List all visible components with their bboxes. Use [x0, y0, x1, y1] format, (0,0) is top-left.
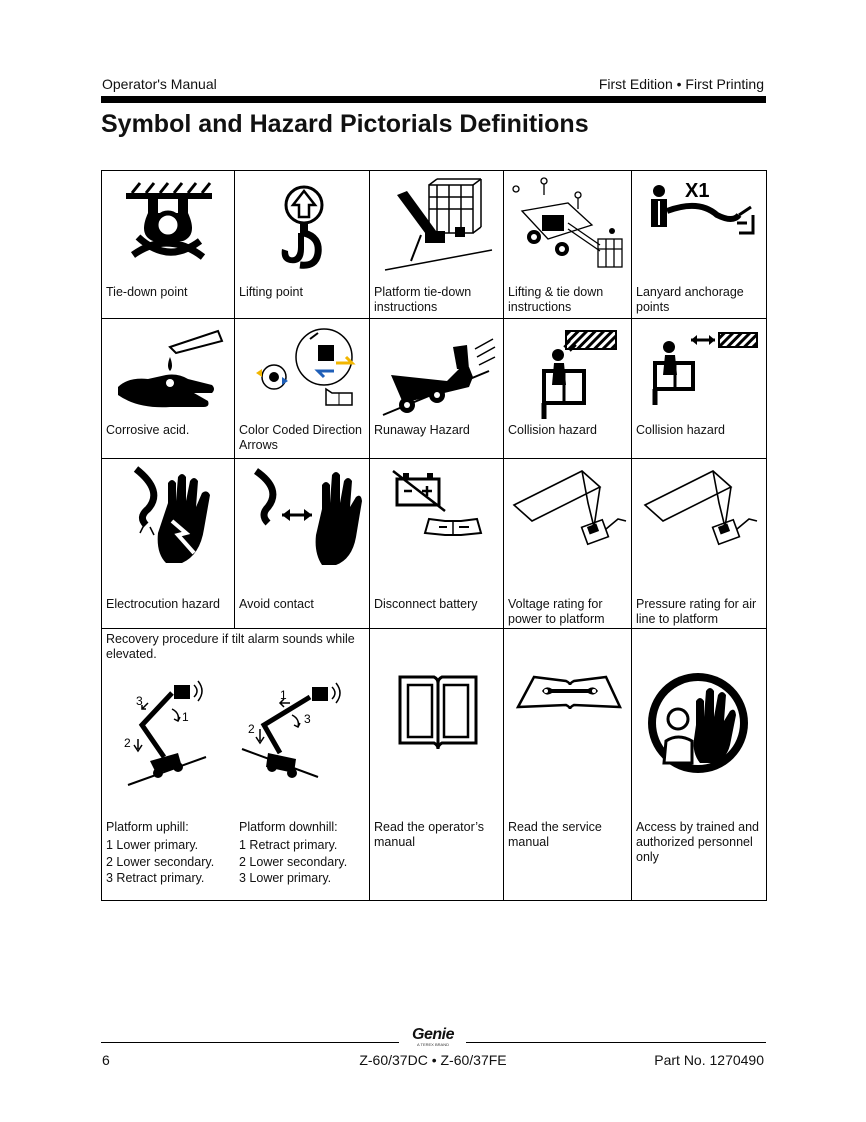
table-row: [102, 171, 767, 319]
caption: Lanyard anchorage points: [636, 285, 744, 314]
platform-tie-down-icon: [377, 175, 497, 275]
step-label-3: 3: [304, 712, 311, 726]
step-label-1: 1: [182, 710, 189, 724]
downhill-step: 2 Lower secondary.: [239, 854, 348, 869]
authorized-access-icon: [642, 665, 762, 785]
page-number: 6: [102, 1052, 110, 1068]
cell-lifting-point: [235, 171, 370, 319]
caption: Avoid contact: [239, 597, 314, 611]
cell-color-coded-arrows: [235, 319, 370, 459]
color-coded-arrows-icon: [242, 323, 362, 423]
corrosive-acid-icon: [108, 323, 228, 423]
footer-rule: [101, 1042, 399, 1043]
caption: Platform tie-down instructions: [374, 285, 472, 314]
caption: Color Coded Direction Arrows: [239, 423, 362, 452]
footer-rule: [466, 1042, 766, 1043]
part-number: Part No. 1270490: [654, 1052, 764, 1068]
step-label-2: 2: [124, 736, 131, 750]
table-row: [102, 629, 767, 901]
cell-voltage-rating: [504, 459, 632, 629]
downhill-step: 3 Lower primary.: [239, 871, 332, 885]
caption: Collision hazard: [636, 423, 725, 437]
service-manual-icon: [508, 659, 628, 759]
caption: Voltage rating for power to platform: [508, 597, 605, 626]
caption: Read the operator’s manual: [374, 820, 485, 849]
page-title: Symbol and Hazard Pictorials Definitions: [101, 110, 589, 138]
cell-avoid-contact: [235, 459, 370, 629]
cell-read-operators-manual: [370, 629, 504, 901]
tie-down-point-icon: [108, 175, 228, 275]
cell-read-service-manual: [504, 629, 632, 901]
caption: Runaway Hazard: [374, 423, 470, 437]
uphill-step: 3 Retract primary.: [106, 871, 205, 885]
step-label-3: 3: [136, 694, 143, 708]
caption: Disconnect battery: [374, 597, 478, 611]
downhill-step: 1 Retract primary.: [239, 838, 338, 852]
cell-disconnect-battery: [370, 459, 504, 629]
step-label-1: 1: [280, 688, 287, 702]
caption: Electrocution hazard: [106, 597, 220, 611]
cell-corrosive-acid: [102, 319, 235, 459]
downhill-procedure: [239, 820, 367, 887]
header-edition: First Edition • First Printing: [598, 76, 764, 92]
cell-lifting-tie-down: [504, 171, 632, 319]
table-row: [102, 459, 767, 629]
header-rule: [101, 96, 766, 103]
manual-book-icon: [378, 663, 498, 763]
x1-mark: X1: [685, 180, 710, 202]
cell-collision-hazard-1: [504, 319, 632, 459]
logo-tagline: A TEREX BRAND: [417, 1042, 449, 1047]
cell-collision-hazard-2: [632, 319, 767, 459]
collision-hazard-icon: [508, 323, 628, 423]
cell-tilt-recovery: [102, 629, 370, 901]
cell-electrocution-hazard: [102, 459, 235, 629]
tilt-recovery-diagram: [108, 669, 370, 799]
caption: Pressure rating for air line to platform: [636, 597, 757, 626]
cell-pressure-rating: [632, 459, 767, 629]
downhill-steps: [239, 837, 367, 887]
caption: Collision hazard: [508, 423, 597, 437]
avoid-contact-icon: [242, 463, 362, 573]
caption: Access by trained and authorized personnel only: [636, 820, 759, 864]
cell-platform-tie-down: [370, 171, 504, 319]
lifting-tie-down-icon: [508, 175, 628, 275]
caption: Lifting & tie down instructions: [508, 285, 604, 314]
step-label-2: 2: [248, 722, 255, 736]
disconnect-battery-icon: [377, 463, 497, 573]
caption: Corrosive acid.: [106, 423, 190, 437]
header-manual-name: Operator's Manual: [102, 76, 217, 92]
genie-logo: [404, 1027, 462, 1047]
collision-hazard-icon: [639, 323, 759, 423]
logo-word: Genie: [412, 1026, 454, 1043]
pressure-rating-icon: [639, 463, 759, 573]
lifting-point-icon: [242, 175, 362, 275]
caption: Read the service manual: [508, 820, 602, 849]
cell-authorized-access: [632, 629, 767, 901]
uphill-procedure: [106, 820, 234, 887]
electrocution-hazard-icon: [108, 463, 228, 573]
caption: Tie-down point: [106, 285, 188, 299]
caption: Lifting point: [239, 285, 303, 299]
voltage-rating-icon: [508, 463, 628, 573]
uphill-steps: [106, 837, 234, 887]
pictorials-table: [101, 170, 767, 901]
uphill-title: Platform uphill:: [106, 820, 189, 834]
uphill-step: 1 Lower primary.: [106, 838, 199, 852]
recovery-heading: Recovery procedure if tilt alarm sounds while elevated.: [106, 632, 355, 661]
lanyard-anchorage-icon: [639, 175, 759, 275]
model-number: Z-60/37DC • Z-60/37FE: [359, 1052, 507, 1068]
downhill-title: Platform downhill:: [239, 820, 338, 834]
runaway-hazard-icon: [377, 323, 497, 423]
cell-tie-down-point: [102, 171, 235, 319]
cell-runaway-hazard: [370, 319, 504, 459]
table-row: [102, 319, 767, 459]
uphill-step: 2 Lower secondary.: [106, 854, 215, 869]
cell-lanyard-anchorage: [632, 171, 767, 319]
